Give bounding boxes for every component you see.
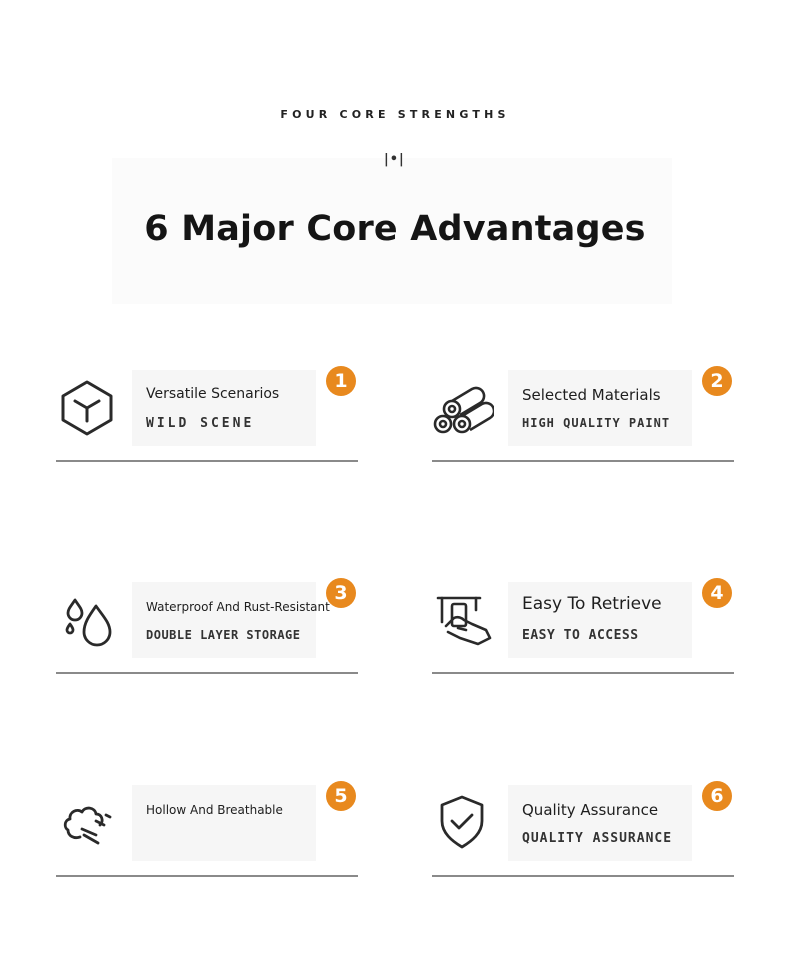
decorative-mark: |•| [384,152,405,167]
hand-retrieve-icon [432,588,494,650]
divider [432,460,734,462]
divider [432,672,734,674]
breathable-cloud-icon [56,791,118,853]
advantage-number-badge: 3 [326,578,356,608]
advantage-number-badge: 2 [702,366,732,396]
advantage-number-badge: 1 [326,366,356,396]
advantage-name: Hollow And Breathable [146,803,283,817]
advantage-subtitle: EASY TO ACCESS [522,628,639,643]
advantage-name: Waterproof And Rust-Resistant [146,600,330,614]
advantage-name: Versatile Scenarios [146,386,280,402]
advantage-subtitle: HIGH QUALITY PAINT [522,416,671,430]
advantage-card-4 [432,578,734,682]
advantage-card-1 [56,366,358,470]
section-eyebrow: FOUR CORE STRENGTHS [280,108,510,121]
cube-icon [56,376,118,438]
advantage-subtitle: QUALITY ASSURANCE [522,831,673,846]
advantage-card-2 [432,366,734,470]
advantage-number-badge: 5 [326,781,356,811]
page-title: 6 Major Core Advantages [144,209,646,249]
advantage-name: Selected Materials [522,386,661,404]
divider [432,875,734,877]
advantage-number-badge: 6 [702,781,732,811]
advantage-name: Quality Assurance [522,801,659,819]
advantage-card-5 [56,781,358,885]
divider [56,875,358,877]
advantage-card-3 [56,578,358,682]
advantage-number-badge: 4 [702,578,732,608]
material-rolls-icon [432,376,494,438]
divider [56,672,358,674]
advantage-subtitle: WILD SCENE [146,416,255,431]
advantage-subtitle: DOUBLE LAYER STORAGE [146,628,301,642]
advantage-name: Easy To Retrieve [522,594,662,614]
shield-check-icon [432,791,494,853]
water-drops-icon [56,588,118,650]
divider [56,460,358,462]
advantage-card-6 [432,781,734,885]
